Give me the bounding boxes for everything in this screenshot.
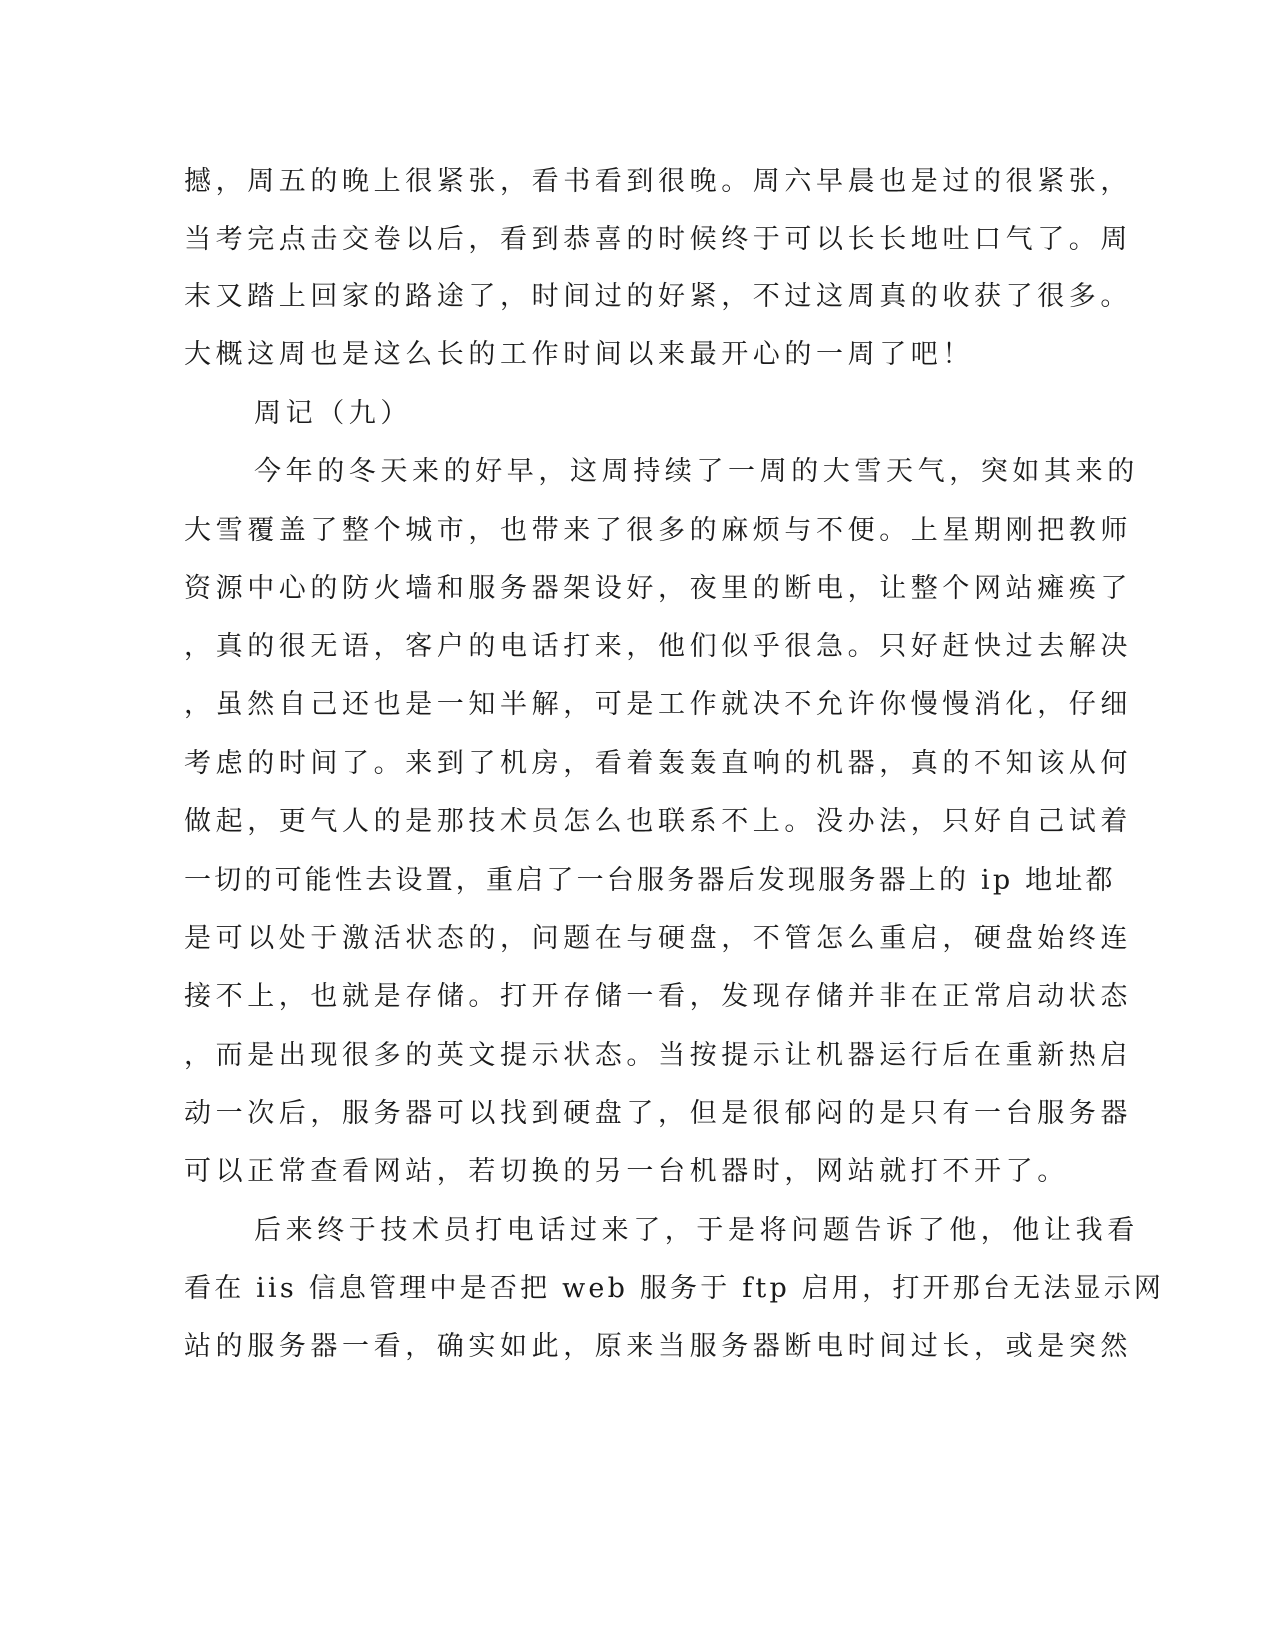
text-line: 撼，周五的晚上很紧张，看书看到很晚。周六早晨也是过的很紧张，: [184, 166, 1132, 197]
section-heading: 周记（九）: [254, 398, 412, 429]
text-line: ，虽然自己还也是一知半解，可是工作就决不允许你慢慢消化，仔细: [184, 689, 1132, 720]
text-line: 大雪覆盖了整个城市，也带来了很多的麻烦与不便。上星期刚把教师: [184, 515, 1132, 546]
text-line: 动一次后，服务器可以找到硬盘了，但是很郁闷的是只有一台服务器: [184, 1098, 1132, 1129]
text-line: 做起，更气人的是那技术员怎么也联系不上。没办法，只好自己试着: [184, 806, 1132, 837]
text-line: 接不上，也就是存储。打开存储一看，发现存储并非在正常启动状态: [184, 981, 1132, 1012]
text-line: ，真的很无语，客户的电话打来，他们似乎很急。只好赶快过去解决: [184, 631, 1132, 662]
text-line: 考虑的时间了。来到了机房，看着轰轰直响的机器，真的不知该从何: [184, 748, 1132, 779]
text-line: 资源中心的防火墙和服务器架设好，夜里的断电，让整个网站瘫痪了: [184, 573, 1132, 604]
text-line: 大概这周也是这么长的工作时间以来最开心的一周了吧！: [184, 339, 974, 370]
text-line: 今年的冬天来的好早，这周持续了一周的大雪天气，突如其来的: [254, 456, 1139, 487]
text-line: 末又踏上回家的路途了，时间过的好紧，不过这周真的收获了很多。: [184, 281, 1132, 312]
text-line: 当考完点击交卷以后，看到恭喜的时候终于可以长长地吐口气了。周: [184, 224, 1132, 255]
text-line: 是可以处于激活状态的，问题在与硬盘，不管怎么重启，硬盘始终连: [184, 923, 1132, 954]
text-line: 一切的可能性去设置，重启了一台服务器后发现服务器上的 ip 地址都: [184, 865, 1116, 896]
text-line: 看在 iis 信息管理中是否把 web 服务于 ftp 启用，打开那台无法显示网: [184, 1273, 1165, 1304]
text-line: ，而是出现很多的英文提示状态。当按提示让机器运行后在重新热启: [184, 1040, 1132, 1071]
text-line: 后来终于技术员打电话过来了，于是将问题告诉了他，他让我看: [254, 1215, 1139, 1246]
text-line: 站的服务器一看，确实如此，原来当服务器断电时间过长，或是突然: [184, 1331, 1132, 1362]
text-line: 可以正常查看网站，若切换的另一台机器时，网站就打不开了。: [184, 1156, 1069, 1187]
